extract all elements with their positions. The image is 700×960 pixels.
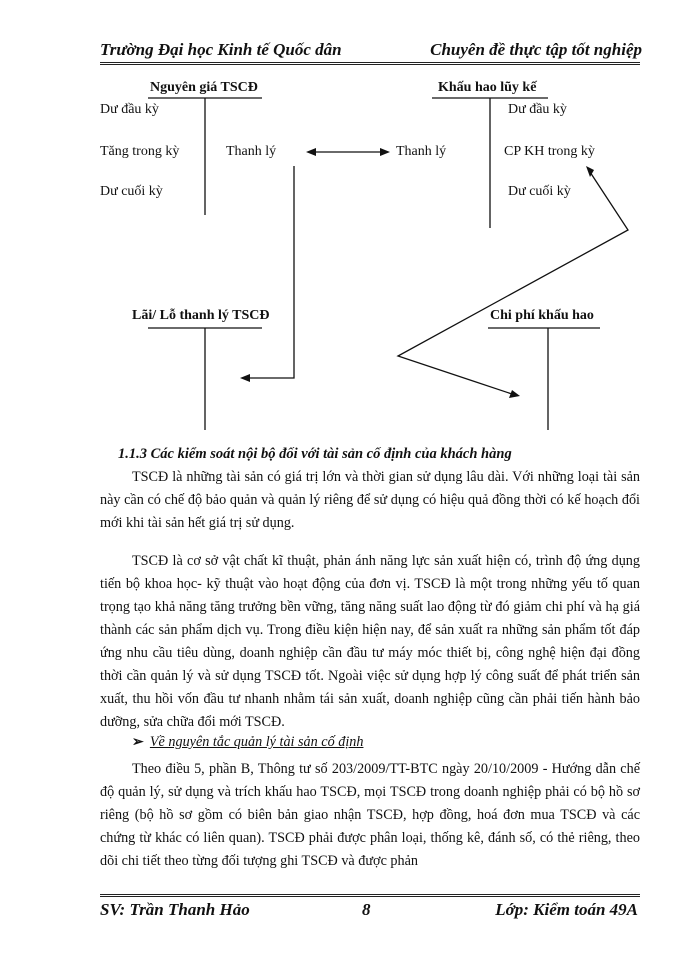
acc2-disposal: Thanh lý — [396, 144, 447, 159]
t-account-diagram — [0, 70, 700, 440]
section-heading: 1.1.3 Các kiểm soát nội bộ đối với tài sản cố định của khách hàng — [118, 446, 512, 462]
header-title: Chuyên đề thực tập tốt nghiệp — [430, 40, 642, 59]
bullet-item — [132, 734, 363, 751]
acc2-depreciation-period: CP KH trong kỳ — [504, 144, 595, 159]
paragraph-1: TSCĐ là những tài sản có giá trị lớn và thời gian sử dụng lâu dài. Với những loại tài sản này cần có chế độ bảo quản và quản lý riêng để sử dụng có hiệu quả đồng thời có kế hoạch đổi mới khi tài sản hết giá trị sử dụng. — [100, 469, 640, 531]
bullet-text: Về nguyên tắc quản lý tài sản cố định — [149, 734, 364, 750]
acc1-opening-balance: Dư đầu kỳ — [100, 102, 159, 117]
footer-student: SV: Trần Thanh Hảo — [100, 900, 250, 919]
paragraph-2: TSCĐ là cơ sở vật chất kĩ thuật, phản ánh năng lực sản xuất hiện có, trình độ ứng dụng tiến bộ khoa học- kỹ thuật vào hoạt động của đơn vị. TSCĐ là một trong những yếu tố quan trọng tạo khả năng tăng trưởng bền vững, tăng năng suất lao động từ đó giảm chi phí và hạ giá thành các sản phẩm dịch vụ. Trong điều kiện hiện nay, để sản xuất ra những sản phẩm tốt đáp ứng nhu cầu tiêu dùng, doanh nghiệp cần đầu tư máy móc thiết bị, công nghệ hiện đại đồng thời cần quản lý và sử dụng TSCĐ tốt. Ngoài việc sử dụng hợp lý công suất để phát triển sản xuất, thu hồi vốn đầu tư nhanh nhằm tái sản xuất, doanh nghiệp cũng cần phải tiến hành bảo dưỡng, sửa chữa đổi mới TSCĐ. — [100, 553, 640, 730]
acc1-title: Nguyên giá TSCĐ — [150, 80, 258, 95]
paragraph-3: Theo điều 5, phần B, Thông tư số 203/2009/TT-BTC ngày 20/10/2009 - Hướng dẫn chế độ quản lý, sử dụng và trích khấu hao TSCĐ, mọi TSCĐ trong doanh nghiệp phải có bộ hồ sơ riêng (bộ hồ sơ gồm có biên bản giao nhận TSCĐ, hợp đồng, hoá đơn mua TSCĐ và các chứng từ khác có liên quan). TSCĐ phải được phân loại, thống kê, đánh số, có thẻ riêng, theo dõi chi tiết theo từng đối tượng ghi TSCĐ và được phản — [100, 761, 640, 869]
footer-rule — [100, 894, 640, 897]
header-rule — [100, 62, 640, 65]
acc4-title: Chi phí khấu hao — [490, 308, 594, 323]
footer-class: Lớp: Kiểm toán 49A — [495, 900, 638, 919]
expense-arrow-line — [398, 172, 628, 394]
acc2-closing-balance: Dư cuối kỳ — [508, 184, 571, 199]
acc1-increase: Tăng trong kỳ — [100, 144, 180, 159]
acc3-title: Lãi/ Lỗ thanh lý TSCĐ — [132, 308, 270, 323]
acc1-closing-balance: Dư cuối kỳ — [100, 184, 163, 199]
acc1-disposal: Thanh lý — [226, 144, 277, 159]
acc2-opening-balance: Dư đầu kỳ — [508, 102, 567, 117]
page-number: 8 — [362, 900, 371, 919]
loss-arrow-line — [246, 166, 294, 378]
header-school: Trường Đại học Kinh tế Quốc dân — [100, 40, 342, 59]
bullet-arrow-icon: ➢ — [132, 734, 144, 750]
arrowhead-loss — [240, 374, 250, 382]
acc2-title: Khấu hao lũy kế — [438, 80, 537, 95]
arrowhead-left — [306, 148, 316, 156]
arrowhead-expense-a — [509, 390, 520, 398]
arrowhead-right — [380, 148, 390, 156]
